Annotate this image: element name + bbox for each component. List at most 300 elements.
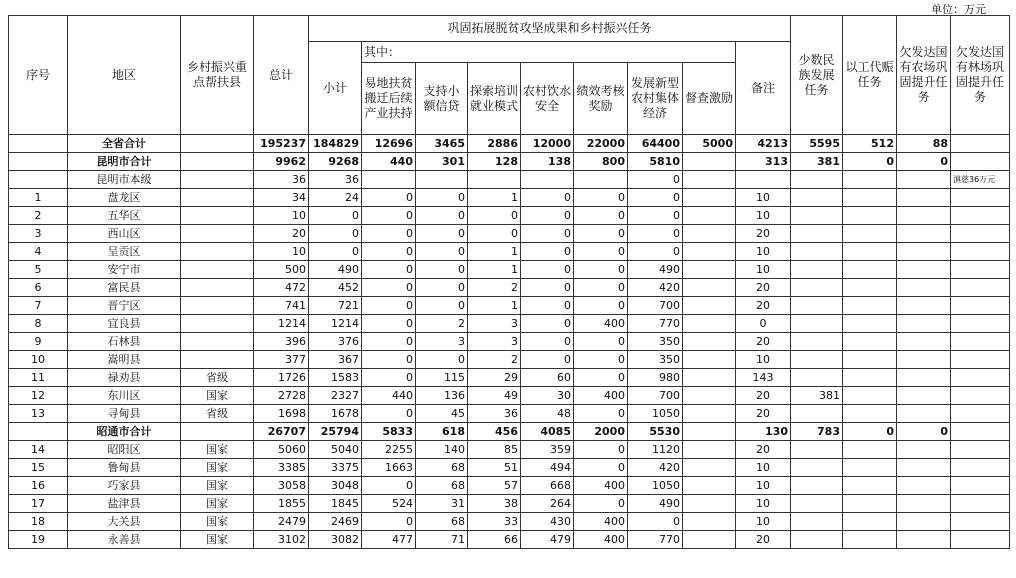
cell-minority: 10: [736, 351, 791, 369]
cell-c1: 0: [362, 351, 416, 369]
cell-forest: [897, 531, 951, 549]
cell-farm: [843, 297, 897, 315]
cell-note: [951, 405, 1010, 423]
cell-c5: 400: [574, 477, 628, 495]
cell-seq: 2: [9, 207, 68, 225]
cell-forest: [897, 369, 951, 387]
table-row: [9, 207, 1010, 225]
cell-c7: [683, 225, 736, 243]
cell-c1: 0: [362, 405, 416, 423]
cell-note: [951, 441, 1010, 459]
cell-region: 宜良县: [68, 315, 181, 333]
cell-c5: 0: [574, 189, 628, 207]
cell-total: 377: [254, 351, 309, 369]
cell-c1: 0: [362, 513, 416, 531]
table-row: [9, 459, 1010, 477]
cell-relief: [791, 477, 843, 495]
cell-c6: 0: [628, 513, 683, 531]
cell-subtotal: 24: [309, 189, 362, 207]
cell-relief: [791, 207, 843, 225]
cell-relief: [791, 225, 843, 243]
cell-c2: 3: [416, 333, 468, 351]
cell-forest: [897, 405, 951, 423]
cell-forest: [897, 243, 951, 261]
cell-c6: 490: [628, 261, 683, 279]
cell-c7: [683, 297, 736, 315]
cell-c1: 0: [362, 189, 416, 207]
cell-note: [951, 387, 1010, 405]
cell-c6: 350: [628, 333, 683, 351]
cell-c5: 0: [574, 495, 628, 513]
cell-note: [951, 207, 1010, 225]
cell-c5: 400: [574, 513, 628, 531]
cell-farm: [843, 531, 897, 549]
cell-c1: 0: [362, 225, 416, 243]
cell-note: [951, 297, 1010, 315]
cell-c1: 1663: [362, 459, 416, 477]
cell-subtotal: 9268: [309, 153, 362, 171]
cell-forest: [897, 279, 951, 297]
cell-forest: [897, 189, 951, 207]
cell-c7: [683, 189, 736, 207]
cell-minority: 10: [736, 459, 791, 477]
cell-relief: [791, 243, 843, 261]
cell-subtotal: 452: [309, 279, 362, 297]
cell-key-county: [181, 315, 254, 333]
cell-total: 10: [254, 243, 309, 261]
cell-c4: 494: [521, 459, 574, 477]
cell-seq: 16: [9, 477, 68, 495]
cell-c7: [683, 171, 736, 189]
cell-c7: [683, 531, 736, 549]
cell-subtotal: 5040: [309, 441, 362, 459]
header-subtotal: 小计: [309, 42, 362, 135]
table-row: [9, 531, 1010, 549]
cell-key-county: 省级: [181, 369, 254, 387]
cell-c6: 0: [628, 189, 683, 207]
cell-region: 巧家县: [68, 477, 181, 495]
cell-c1: [362, 171, 416, 189]
cell-subtotal: 3048: [309, 477, 362, 495]
cell-c2: 0: [416, 261, 468, 279]
cell-c7: [683, 243, 736, 261]
cell-forest: [897, 171, 951, 189]
cell-c6: 0: [628, 225, 683, 243]
cell-region: 昆明市合计: [68, 153, 181, 171]
cell-seq: 6: [9, 279, 68, 297]
cell-farm: [843, 495, 897, 513]
cell-c2: 2: [416, 315, 468, 333]
header-c5: 绩效考核奖励: [574, 63, 628, 135]
cell-relief: [791, 171, 843, 189]
cell-seq: 12: [9, 387, 68, 405]
cell-relief: [791, 513, 843, 531]
cell-c5: 2000: [574, 423, 628, 441]
subtotal-row: [9, 423, 1010, 441]
cell-c5: 0: [574, 261, 628, 279]
cell-c2: 3465: [416, 135, 468, 153]
cell-total: 2728: [254, 387, 309, 405]
cell-c2: 45: [416, 405, 468, 423]
cell-farm: [843, 477, 897, 495]
cell-c5: 0: [574, 297, 628, 315]
cell-c6: 0: [628, 243, 683, 261]
cell-c6: 5530: [628, 423, 683, 441]
cell-region: 五华区: [68, 207, 181, 225]
cell-minority: 20: [736, 279, 791, 297]
table-row: [9, 405, 1010, 423]
cell-c7: [683, 513, 736, 531]
cell-farm: [843, 369, 897, 387]
cell-note: [951, 333, 1010, 351]
cell-total: 9962: [254, 153, 309, 171]
cell-forest: [897, 513, 951, 531]
table-row: [9, 477, 1010, 495]
cell-c1: 0: [362, 297, 416, 315]
cell-c5: 0: [574, 207, 628, 225]
cell-forest: [897, 351, 951, 369]
cell-key-county: [181, 243, 254, 261]
cell-minority: 20: [736, 333, 791, 351]
cell-farm: [843, 261, 897, 279]
cell-seq: 5: [9, 261, 68, 279]
cell-note: [951, 459, 1010, 477]
cell-c6: 490: [628, 495, 683, 513]
cell-relief: 381: [791, 153, 843, 171]
cell-c2: 68: [416, 477, 468, 495]
cell-c4: 668: [521, 477, 574, 495]
cell-c2: 0: [416, 225, 468, 243]
cell-c1: 440: [362, 153, 416, 171]
table-row: [9, 225, 1010, 243]
cell-c3: 33: [468, 513, 521, 531]
cell-c2: 136: [416, 387, 468, 405]
cell-c7: [683, 459, 736, 477]
cell-forest: [897, 477, 951, 495]
cell-subtotal: 0: [309, 225, 362, 243]
cell-key-county: [181, 279, 254, 297]
cell-forest: 0: [897, 423, 951, 441]
cell-c6: 980: [628, 369, 683, 387]
cell-seq: 10: [9, 351, 68, 369]
cell-c1: 0: [362, 261, 416, 279]
cell-c6: 770: [628, 531, 683, 549]
cell-relief: [791, 189, 843, 207]
cell-subtotal: 0: [309, 207, 362, 225]
cell-farm: [843, 171, 897, 189]
cell-c7: [683, 477, 736, 495]
cell-c4: 359: [521, 441, 574, 459]
cell-c4: 479: [521, 531, 574, 549]
header-c4: 农村饮水安全: [521, 63, 574, 135]
cell-c4: 0: [521, 351, 574, 369]
cell-c7: [683, 207, 736, 225]
cell-c2: [416, 171, 468, 189]
cell-total: 36: [254, 171, 309, 189]
cell-total: 26707: [254, 423, 309, 441]
cell-farm: [843, 225, 897, 243]
cell-forest: [897, 387, 951, 405]
cell-c3: 1: [468, 243, 521, 261]
cell-relief: [791, 279, 843, 297]
cell-region: 昭通市合计: [68, 423, 181, 441]
cell-region: 石林县: [68, 333, 181, 351]
cell-c3: 29: [468, 369, 521, 387]
cell-c3: [468, 171, 521, 189]
cell-c3: 456: [468, 423, 521, 441]
cell-c4: 0: [521, 207, 574, 225]
cell-c7: [683, 333, 736, 351]
cell-region: 东川区: [68, 387, 181, 405]
cell-forest: 0: [897, 153, 951, 171]
cell-region: 大关县: [68, 513, 181, 531]
cell-seq: [9, 153, 68, 171]
cell-seq: 15: [9, 459, 68, 477]
cell-forest: [897, 297, 951, 315]
cell-relief: [791, 369, 843, 387]
cell-minority: 0: [736, 315, 791, 333]
cell-farm: [843, 387, 897, 405]
cell-c1: 524: [362, 495, 416, 513]
cell-c2: 68: [416, 459, 468, 477]
cell-minority: 20: [736, 387, 791, 405]
table-row: [9, 297, 1010, 315]
cell-minority: 10: [736, 243, 791, 261]
cell-c3: 0: [468, 225, 521, 243]
cell-c1: 12696: [362, 135, 416, 153]
header-farm: 欠发达国有农场巩固提升任务: [897, 16, 951, 135]
cell-farm: [843, 441, 897, 459]
cell-subtotal: 1583: [309, 369, 362, 387]
cell-total: 741: [254, 297, 309, 315]
cell-key-county: [181, 207, 254, 225]
cell-c3: 2: [468, 279, 521, 297]
cell-subtotal: 1214: [309, 315, 362, 333]
cell-c4: 430: [521, 513, 574, 531]
cell-subtotal: 490: [309, 261, 362, 279]
cell-note: [951, 315, 1010, 333]
cell-key-county: [181, 153, 254, 171]
cell-relief: [791, 495, 843, 513]
cell-total: 3385: [254, 459, 309, 477]
cell-farm: [843, 459, 897, 477]
cell-total: 472: [254, 279, 309, 297]
cell-c1: 2255: [362, 441, 416, 459]
cell-c6: 0: [628, 207, 683, 225]
cell-c5: 22000: [574, 135, 628, 153]
cell-note: [951, 153, 1010, 171]
cell-farm: 0: [843, 423, 897, 441]
cell-seq: 19: [9, 531, 68, 549]
cell-seq: 8: [9, 315, 68, 333]
cell-relief: [791, 297, 843, 315]
cell-c1: 477: [362, 531, 416, 549]
header-forest: 欠发达国有林场巩固提升任务: [951, 16, 1010, 135]
cell-note: [951, 279, 1010, 297]
cell-relief: [791, 459, 843, 477]
cell-c6: 700: [628, 387, 683, 405]
cell-seq: 11: [9, 369, 68, 387]
header-c6: 发展新型农村集体经济: [628, 63, 683, 135]
cell-key-county: 国家: [181, 531, 254, 549]
cell-farm: [843, 351, 897, 369]
cell-c3: 0: [468, 207, 521, 225]
cell-c1: 0: [362, 369, 416, 387]
cell-c6: 700: [628, 297, 683, 315]
table-row: [9, 495, 1010, 513]
cell-region: 盐津县: [68, 495, 181, 513]
cell-c5: 400: [574, 387, 628, 405]
table-row: [9, 333, 1010, 351]
cell-c6: 420: [628, 459, 683, 477]
cell-c6: 420: [628, 279, 683, 297]
cell-note: [951, 225, 1010, 243]
cell-seq: 9: [9, 333, 68, 351]
cell-note: [951, 135, 1010, 153]
cell-c5: 800: [574, 153, 628, 171]
table-row: [9, 261, 1010, 279]
cell-seq: 14: [9, 441, 68, 459]
cell-c3: 36: [468, 405, 521, 423]
cell-c4: 0: [521, 333, 574, 351]
cell-minority: [736, 171, 791, 189]
header-c1: 易地扶贫搬迁后续产业扶持: [362, 63, 416, 135]
cell-c4: 60: [521, 369, 574, 387]
cell-key-county: [181, 189, 254, 207]
cell-c3: 1: [468, 261, 521, 279]
table-row: [9, 243, 1010, 261]
cell-seq: [9, 171, 68, 189]
cell-c5: 0: [574, 459, 628, 477]
cell-key-county: [181, 225, 254, 243]
cell-note: [951, 261, 1010, 279]
cell-c7: [683, 441, 736, 459]
cell-region: 嵩明县: [68, 351, 181, 369]
cell-c4: 0: [521, 315, 574, 333]
cell-region: 西山区: [68, 225, 181, 243]
cell-note: [951, 477, 1010, 495]
cell-c4: 264: [521, 495, 574, 513]
cell-c2: 140: [416, 441, 468, 459]
cell-seq: [9, 135, 68, 153]
header-note: 备注: [736, 42, 791, 135]
header-group-title: 巩固拓展脱贫攻坚成果和乡村振兴任务: [309, 16, 791, 42]
cell-c4: 0: [521, 243, 574, 261]
subtotal-row: [9, 153, 1010, 171]
cell-minority: 10: [736, 513, 791, 531]
cell-relief: [791, 261, 843, 279]
table-row: [9, 171, 1010, 189]
cell-forest: [897, 315, 951, 333]
cell-minority: 10: [736, 189, 791, 207]
table-row: [9, 387, 1010, 405]
cell-total: 5060: [254, 441, 309, 459]
cell-minority: 143: [736, 369, 791, 387]
table-row: [9, 315, 1010, 333]
cell-c5: 400: [574, 531, 628, 549]
cell-c5: 400: [574, 315, 628, 333]
cell-c5: 0: [574, 441, 628, 459]
cell-c3: 49: [468, 387, 521, 405]
cell-total: 1698: [254, 405, 309, 423]
table-row: [9, 441, 1010, 459]
cell-c3: 38: [468, 495, 521, 513]
cell-subtotal: 3375: [309, 459, 362, 477]
cell-c5: 0: [574, 351, 628, 369]
cell-c4: 0: [521, 297, 574, 315]
cell-seq: [9, 423, 68, 441]
cell-c7: [683, 369, 736, 387]
cell-c1: 0: [362, 243, 416, 261]
cell-total: 3058: [254, 477, 309, 495]
cell-forest: [897, 225, 951, 243]
cell-c6: 1120: [628, 441, 683, 459]
cell-c4: 0: [521, 279, 574, 297]
cell-note: [951, 189, 1010, 207]
header-seq: 序号: [9, 16, 68, 135]
subtotal-row: [9, 135, 1010, 153]
cell-farm: 0: [843, 153, 897, 171]
cell-key-county: [181, 297, 254, 315]
cell-c4: 0: [521, 261, 574, 279]
cell-c2: 115: [416, 369, 468, 387]
cell-minority: 130: [736, 423, 791, 441]
cell-c1: 5833: [362, 423, 416, 441]
cell-c5: 0: [574, 333, 628, 351]
cell-c7: [683, 279, 736, 297]
cell-subtotal: 25794: [309, 423, 362, 441]
header-c2: 支持小额信贷: [416, 63, 468, 135]
cell-relief: 783: [791, 423, 843, 441]
cell-relief: 5595: [791, 135, 843, 153]
cell-minority: 20: [736, 405, 791, 423]
cell-minority: 20: [736, 531, 791, 549]
cell-c3: 51: [468, 459, 521, 477]
cell-region: 禄劝县: [68, 369, 181, 387]
cell-region: 安宁市: [68, 261, 181, 279]
cell-total: 10: [254, 207, 309, 225]
cell-c6: 64400: [628, 135, 683, 153]
cell-c6: 5810: [628, 153, 683, 171]
cell-minority: 10: [736, 207, 791, 225]
cell-total: 20: [254, 225, 309, 243]
header-c7: 督查激励: [683, 63, 736, 135]
cell-forest: [897, 261, 951, 279]
cell-key-county: [181, 333, 254, 351]
cell-region: 呈贡区: [68, 243, 181, 261]
cell-forest: [897, 495, 951, 513]
header-including: 其中：: [362, 42, 736, 63]
cell-c1: 0: [362, 477, 416, 495]
cell-seq: 3: [9, 225, 68, 243]
cell-subtotal: 1678: [309, 405, 362, 423]
cell-region: 富民县: [68, 279, 181, 297]
cell-total: 195237: [254, 135, 309, 153]
cell-seq: 7: [9, 297, 68, 315]
cell-minority: 10: [736, 495, 791, 513]
cell-c3: 57: [468, 477, 521, 495]
cell-farm: [843, 405, 897, 423]
cell-region: 昆明市本级: [68, 171, 181, 189]
cell-c2: 68: [416, 513, 468, 531]
cell-forest: [897, 333, 951, 351]
cell-region: 昭阳区: [68, 441, 181, 459]
cell-c6: 1050: [628, 477, 683, 495]
cell-key-county: 国家: [181, 495, 254, 513]
cell-c4: 0: [521, 225, 574, 243]
cell-farm: [843, 315, 897, 333]
cell-c3: 1: [468, 189, 521, 207]
